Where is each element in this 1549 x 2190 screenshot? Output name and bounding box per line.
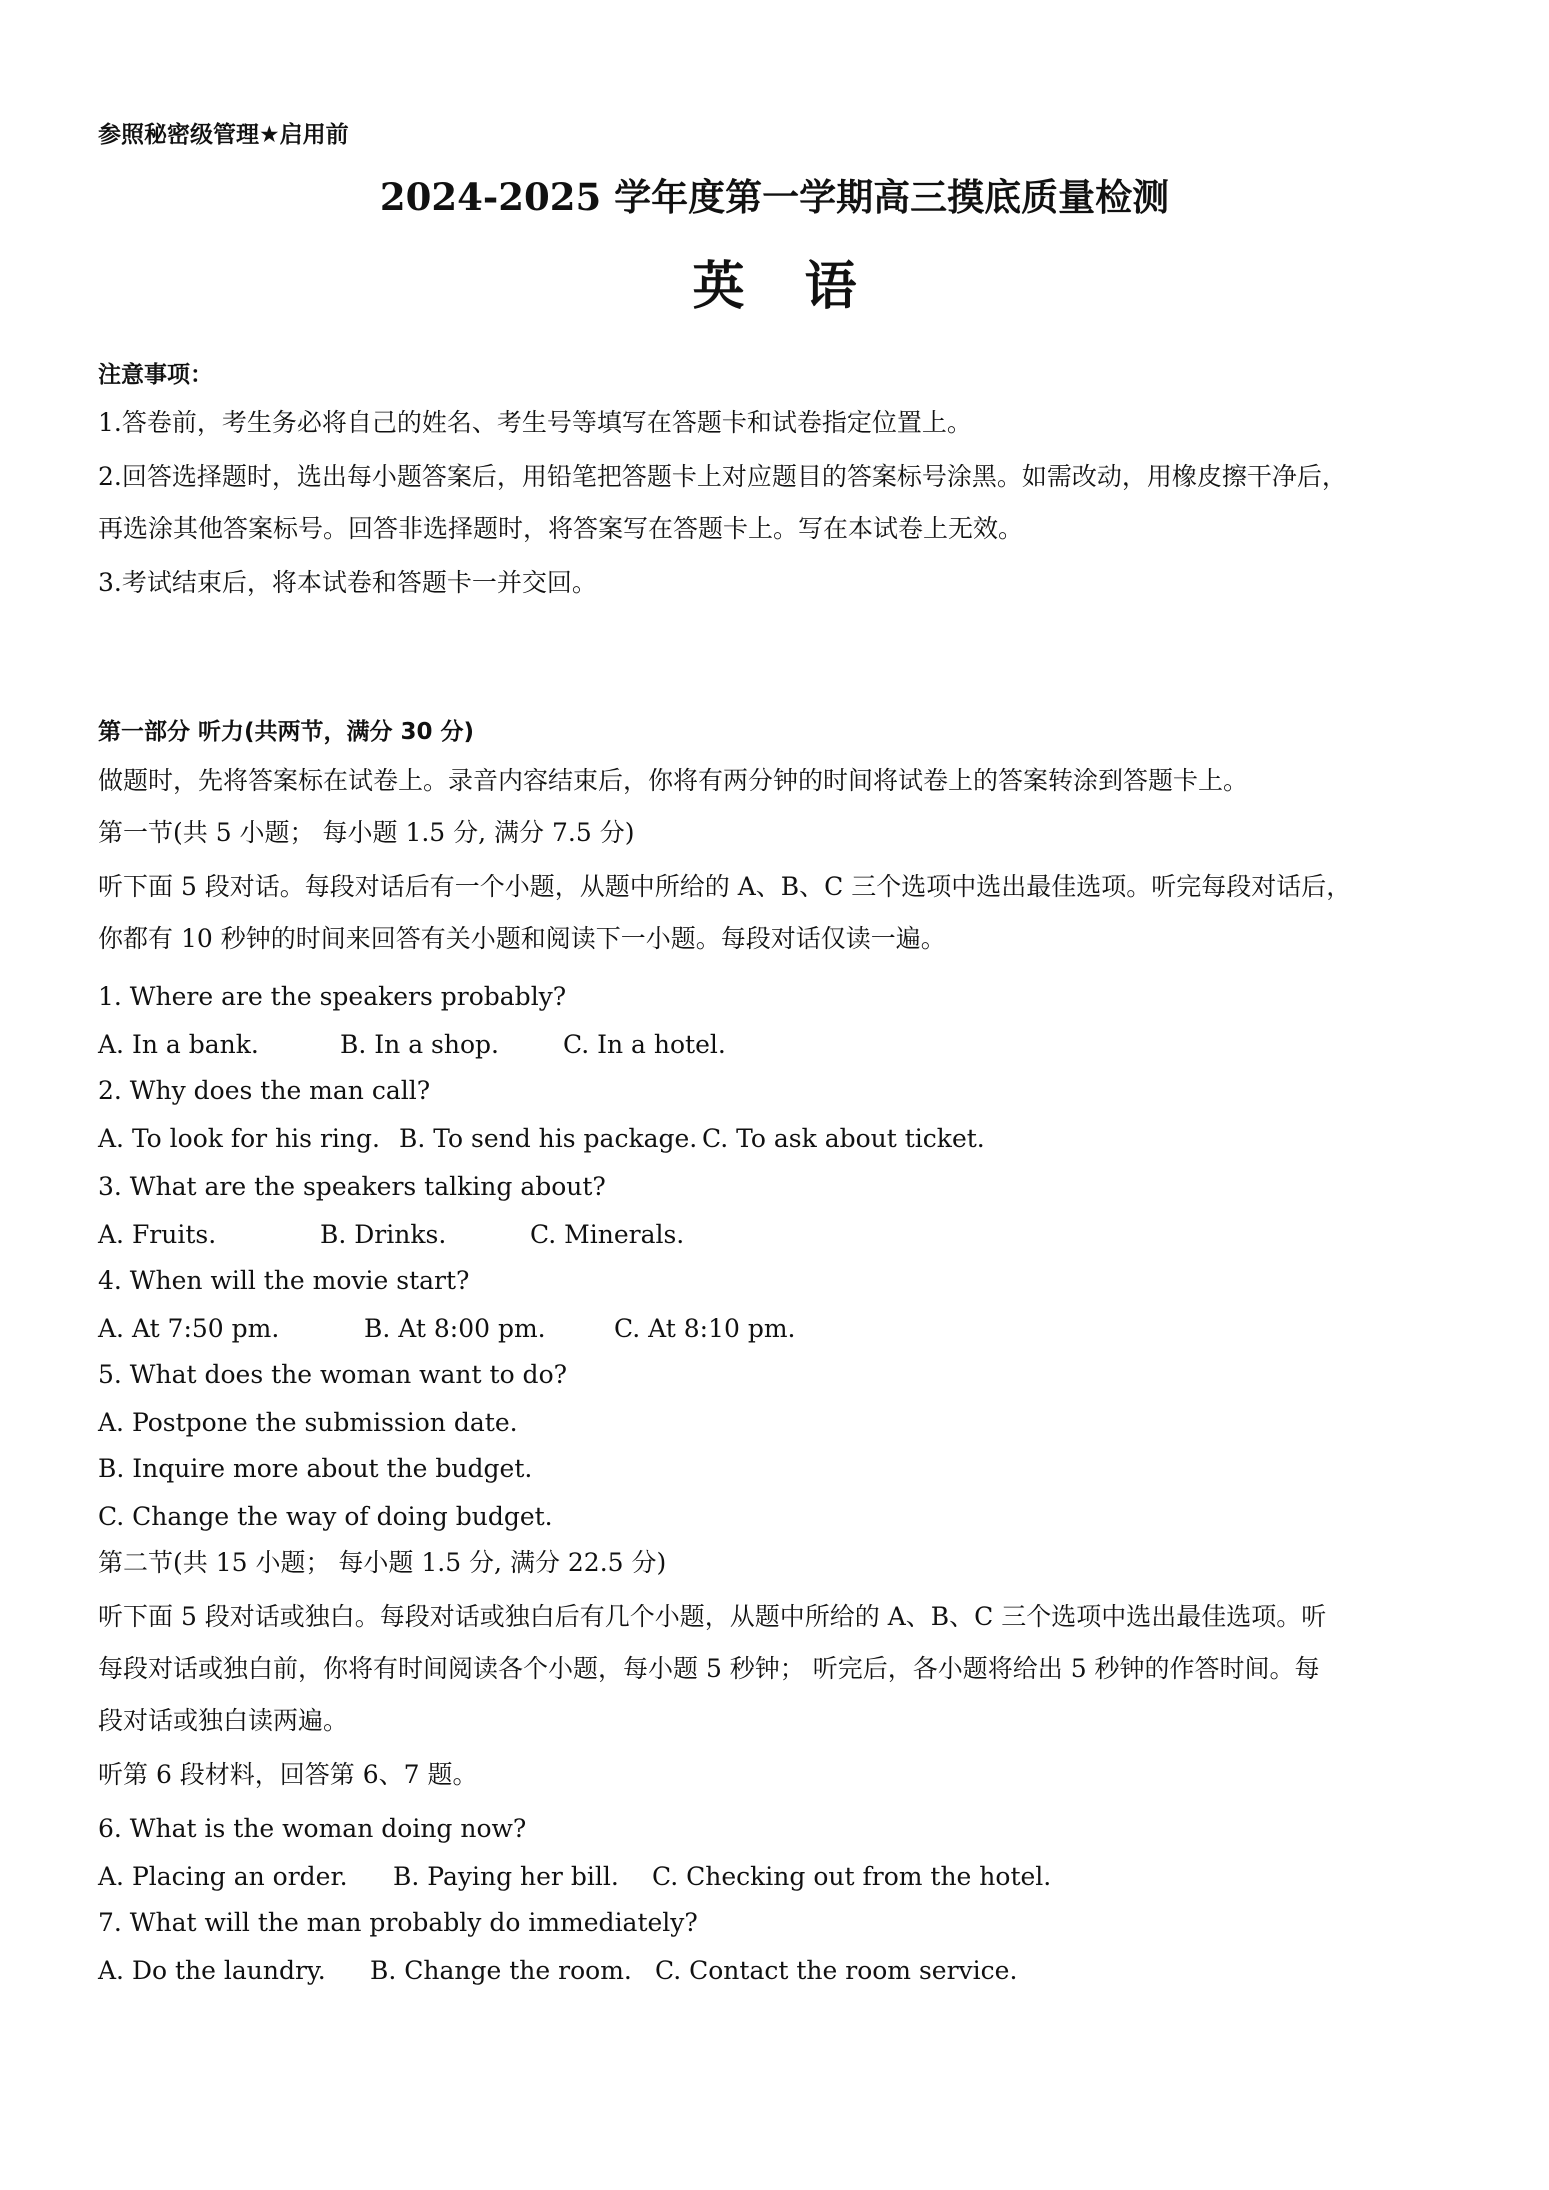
part1-heading: 第一部分 听力(共两节，满分 30 分): [98, 719, 475, 745]
confidential-label: 参照秘密级管理★启用前: [98, 122, 349, 148]
option-a: A. Fruits.: [98, 1220, 217, 1249]
section2-heading: 第二节(共 15 小题； 每小题 1.5 分, 满分 22.5 分): [98, 1548, 667, 1577]
notes-heading: 注意事项：: [98, 362, 213, 388]
part1-instruction: 做题时，先将答案标在试卷上。录音内容结束后，你将有两分钟的时间将试卷上的答案转涂到答题卡上。: [98, 766, 1249, 795]
question-5-option-a: A. Postpone the submission date.: [98, 1408, 518, 1437]
section2-instruction-3: 段对话或独白读两遍。: [98, 1706, 349, 1735]
option-b: B. To send his package.: [399, 1124, 698, 1153]
option-c: C. At 8:10 pm.: [614, 1314, 796, 1343]
question-1-options: [98, 1028, 726, 1062]
section2-instruction-2: 每段对话或独白前，你将有时间阅读各个小题，每小题 5 秒钟； 听完后，各小题将给出 5 秒钟的作答时间。每: [98, 1654, 1320, 1683]
question-4: 4. When will the movie start?: [98, 1266, 470, 1295]
option-b: B. In a shop.: [340, 1030, 499, 1059]
option-a: A. To look for his ring.: [98, 1124, 380, 1153]
note-item-1: 1.答卷前，考生务必将自己的姓名、考生号等填写在答题卡和试卷指定位置上。: [98, 408, 972, 437]
section2-instruction-1: 听下面 5 段对话或独白。每段对话或独白后有几个小题，从题中所给的 A、B、C 三个选项中选出最佳选项。听: [98, 1602, 1327, 1631]
section1-instruction-1: 听下面 5 段对话。每段对话后有一个小题，从题中所给的 A、B、C 三个选项中选出最佳选项。听完每段对话后，: [98, 872, 1352, 901]
option-b: B. Drinks.: [320, 1220, 447, 1249]
option-c: C. To ask about ticket.: [702, 1124, 985, 1153]
question-2: 2. Why does the man call?: [98, 1076, 431, 1105]
option-a: A. Do the laundry.: [98, 1956, 326, 1985]
question-6: 6. What is the woman doing now?: [98, 1814, 527, 1843]
question-3-options: [98, 1218, 684, 1252]
option-c: C. Minerals.: [530, 1220, 685, 1249]
option-a: A. Placing an order.: [98, 1862, 348, 1891]
option-c: C. In a hotel.: [563, 1030, 726, 1059]
option-c: C. Contact the room service.: [655, 1956, 1018, 1985]
option-a: A. At 7:50 pm.: [98, 1314, 280, 1343]
question-7-options: [98, 1954, 1017, 1988]
option-b: B. At 8:00 pm.: [364, 1314, 546, 1343]
note-item-2-cont: 再选涂其他答案标号。回答非选择题时，将答案写在答题卡上。写在本试卷上无效。: [98, 514, 1024, 543]
question-4-options: [98, 1312, 795, 1346]
section1-instruction-2: 你都有 10 秒钟的时间来回答有关小题和阅读下一小题。每段对话仅读一遍。: [98, 924, 946, 953]
section1-heading: 第一节(共 5 小题； 每小题 1.5 分, 满分 7.5 分): [98, 818, 635, 847]
question-6-options: [98, 1860, 1051, 1894]
subject-title: 英语: [692, 256, 917, 317]
question-1: 1. Where are the speakers probably?: [98, 982, 567, 1011]
question-7: 7. What will the man probably do immediately?: [98, 1908, 698, 1937]
option-c: C. Checking out from the hotel.: [652, 1862, 1052, 1891]
question-2-options: [98, 1122, 985, 1156]
option-b: B. Change the room.: [370, 1956, 632, 1985]
question-5-option-b: B. Inquire more about the budget.: [98, 1454, 533, 1483]
note-item-3: 3.考试结束后，将本试卷和答题卡一并交回。: [98, 568, 597, 597]
question-3: 3. What are the speakers talking about?: [98, 1172, 606, 1201]
note-item-2: 2.回答选择题时，选出每小题答案后，用铅笔把答题卡上对应题目的答案标号涂黑。如需改动，用橡皮擦干净后，: [98, 462, 1347, 491]
material-note: 听第 6 段材料，回答第 6、7 题。: [98, 1760, 478, 1789]
question-5-option-c: C. Change the way of doing budget.: [98, 1502, 553, 1531]
question-5: 5. What does the woman want to do?: [98, 1360, 568, 1389]
option-b: B. Paying her bill.: [393, 1862, 619, 1891]
option-a: A. In a bank.: [98, 1030, 259, 1059]
exam-title: 2024-2025 学年度第一学期高三摸底质量检测: [379, 175, 1170, 219]
